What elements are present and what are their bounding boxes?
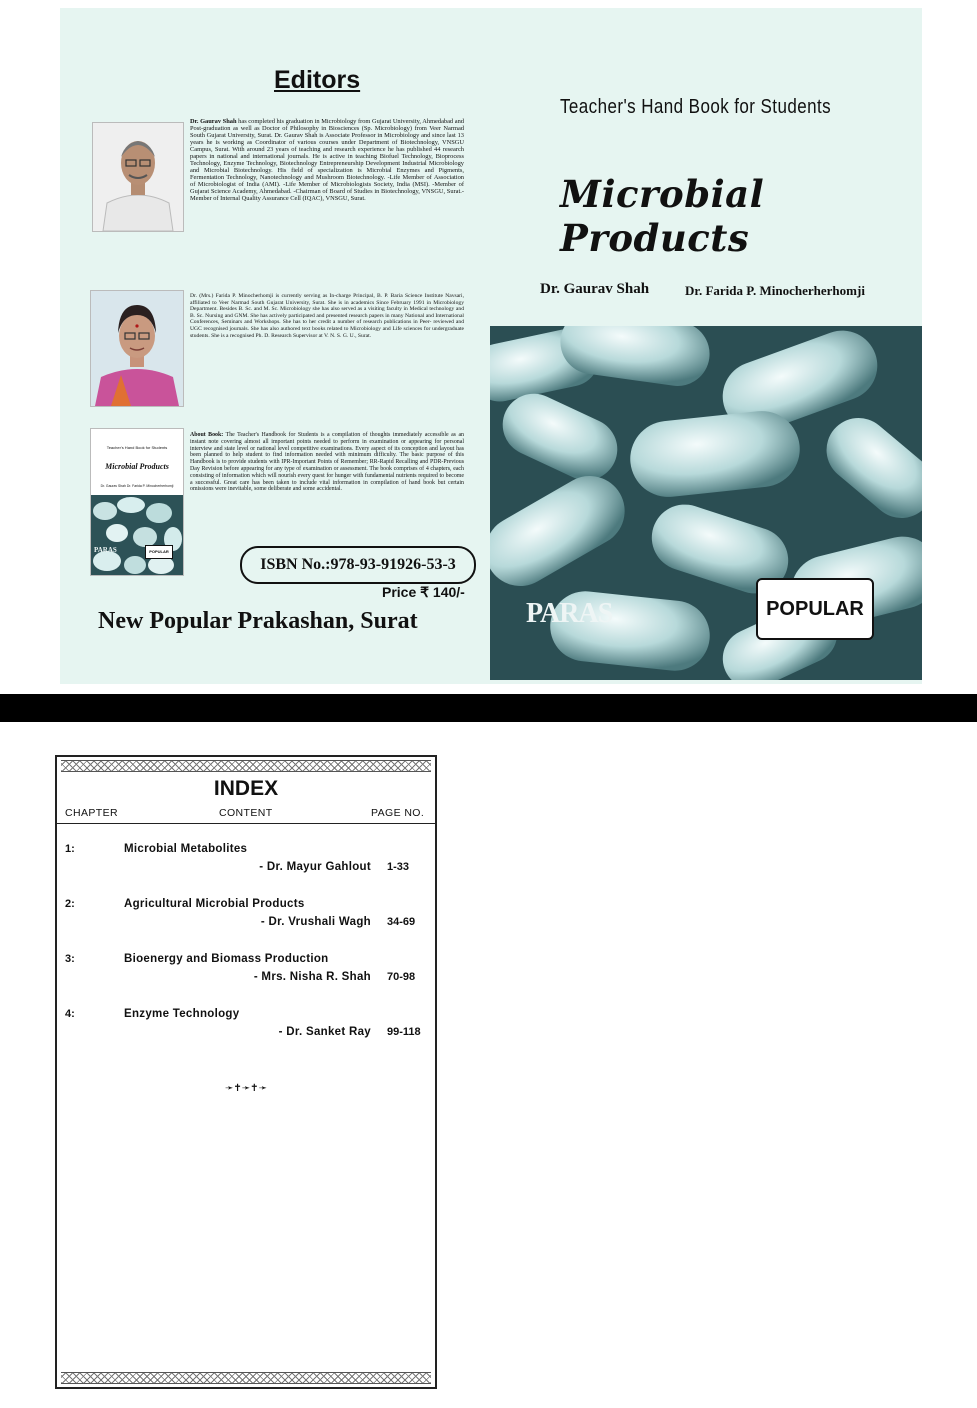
paras-label: PARAS <box>526 598 613 629</box>
chapter-number: 2: <box>65 898 75 910</box>
editor2-bio: Dr. (Mrs.) Farida P. Minocherhomji is currently serving as In-charge Principal, B. P. Baria Science Institute Navsari, affiliated to Veer Narmad South Gujarat University, Surat. She is in academics Since February 1991 in Microbiology Department. Besides B. Sc. and M. Sc. Microbiology she has also served as a visiting faculty in Medical technology and B. Sc. Nursing and GNM. She has actively participated and presented research papers in many National and International Conferences, Seminars and Workshops. She has to her credit a number of research publications in Peer- reviewed and UGC recognised journals. She has also authored text books related to Microbiology and Life sciences for undergraduate students. She is a recognised Ph. D. Research Supervisor at V. N. S. G. U., Surat. <box>190 293 464 339</box>
index-entry <box>57 953 435 1003</box>
editor1-bio-text: has completed his graduation in Microbiology from Gujarat University, Ahmedabad and Post-graduation as well as Doctor of Philosophy in Biosciences (Sp. Microbiology) from Veer Narmad South Gujarat University, Surat. Dr. Gaurav Shah is Associate Professor in Microbiology and since last 13 years he is working as Coordinator of various courses under Department of Biotechnology, VNSGU Campus, Surat. With around 23 years of teaching and research experience he has published 44 research papers in national and international journals. He is active in teaching Biofuel Technology, Bioprocess Technology, Enzyme Technology, Biotechnology Entrepreneurship Development Industrial Microbiology and Microbial Biotechnology. His field of specialization is Microbial Enzymes and Pigments, Fermentation Technology, Nanotechnology and Mushroom Biotechnology. -Life Member of Association of Microbiologist of India (AMI). -Life Member of Microbiologists Society, India (MSI). -Member of Gujarat Science Academy, Ahmedabad. -Chairman of Board of Studies in Biotechnology, VNSGU, Surat.-Member of Internal Quality Assurance Cell (IQAC), VNSGU, Surat. <box>190 118 464 202</box>
chapter-pages: 70-98 <box>387 971 416 983</box>
chapter-title: Agricultural Microbial Products <box>124 898 305 910</box>
chapter-title: Microbial Metabolites <box>124 843 248 855</box>
mini-bacteria-image <box>91 495 183 575</box>
about-book-body: The Teacher's Handbook for Students is a compilation of thoughts immediately accessible as an instant note covering almost all important points needed to perform in examination or appearing for personal interview and state level or national level competitive examinations. Every aspect of its conception and layout has been planned to help student to find information needed with minimum difficulty. The basic purpose of this Handbook is to provide students with IPR-Important Points of Remember; RR-Rapid Recalling and PDR-Previous Day Revision before appearing for any type of examination or assessment. The book comprises of 4 chapters, each consisting of information which will nourish every quest for hunger with fundamental nutrients required to become a successful. Great care has been taken to include vital information in compilation of hand book but certain omissions were inevitable, some deliberate and some accidental. <box>190 432 464 493</box>
mini-popular-badge: POPULAR <box>145 545 173 559</box>
column-header-chapter: CHAPTER <box>65 807 118 819</box>
bacteria-cover-image <box>490 326 922 680</box>
editor1-photo <box>92 122 184 232</box>
isbn-label: ISBN No.:978-93-91926-53-3 <box>240 546 476 584</box>
author-1: Dr. Gaurav Shah <box>540 281 650 297</box>
chapter-author: - Dr. Vrushali Wagh <box>260 916 371 928</box>
about-book-lead: About Book: <box>190 432 224 438</box>
editor1-bio <box>190 118 464 202</box>
column-header-content: CONTENT <box>219 807 273 819</box>
mini-cover-thumbnail <box>90 428 184 576</box>
chapter-author: - Mrs. Nisha R. Shah <box>253 971 371 983</box>
index-page <box>55 755 437 1389</box>
index-entry <box>57 898 435 948</box>
chapter-title: Bioenergy and Biomass Production <box>124 953 329 965</box>
chapter-number: 4: <box>65 1008 75 1020</box>
mini-authors: Dr. Gaurav Shah Dr. Farida P. Minocherherhomji <box>100 484 174 488</box>
end-ornament: ➛✝➛✝➛ <box>225 1083 267 1094</box>
chapter-number: 1: <box>65 843 75 855</box>
publisher-name: New Popular Prakashan, Surat <box>98 608 418 634</box>
editor2-photo <box>90 290 184 407</box>
decorative-border-top <box>61 760 431 772</box>
index-title: INDEX <box>213 777 279 800</box>
chapter-number: 3: <box>65 953 75 965</box>
divider-bar <box>0 694 977 722</box>
mini-handbook-title: Teacher's Hand Book for Students <box>106 445 168 450</box>
price-label: Price ₹ 140/- <box>382 584 465 600</box>
editors-heading: Editors <box>274 66 361 94</box>
popular-badge: POPULAR <box>756 578 874 640</box>
editor1-name: Dr. Gaurav Shah <box>190 118 237 125</box>
chapter-pages: 34-69 <box>387 916 416 928</box>
about-book-text <box>190 432 464 493</box>
header-rule <box>57 823 435 824</box>
column-header-page: PAGE NO. <box>371 807 425 819</box>
mini-paras-label: PARAS <box>94 546 117 554</box>
chapter-pages: 99-118 <box>387 1026 421 1038</box>
chapter-author: - Dr. Mayur Gahlout <box>259 861 371 873</box>
mini-book-title: Microbial Products <box>105 462 169 471</box>
chapter-author: - Dr. Sanket Ray <box>278 1026 371 1038</box>
index-entry <box>57 843 435 893</box>
decorative-border-bottom <box>61 1372 431 1384</box>
author-2: Dr. Farida P. Minocherherhomji <box>685 283 865 298</box>
chapter-pages: 1-33 <box>387 861 410 873</box>
book-cover-spread <box>60 8 922 684</box>
handbook-title: Teacher's Hand Book for Students <box>560 96 832 118</box>
book-title: Microbial Products <box>560 172 765 260</box>
chapter-title: Enzyme Technology <box>124 1008 240 1020</box>
index-entry <box>57 1008 435 1058</box>
